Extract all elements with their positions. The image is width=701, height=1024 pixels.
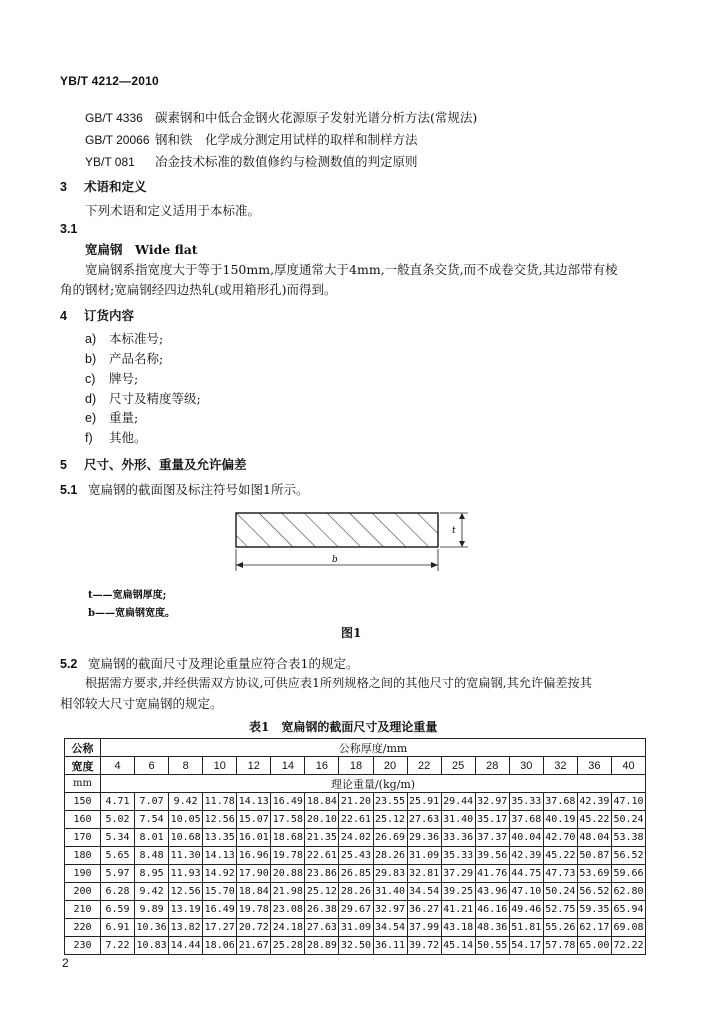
- list-text: 重量;: [109, 410, 139, 425]
- list-text: 尺寸及精度等级;: [109, 391, 201, 406]
- weight-cell: 49.46: [509, 901, 543, 919]
- weight-cell: 47.73: [543, 865, 577, 883]
- weight-cell: 13.82: [169, 919, 203, 937]
- weight-cell: 31.09: [407, 847, 441, 865]
- weight-cell: 22.61: [305, 847, 339, 865]
- thickness-value: 8: [169, 757, 203, 775]
- clause-number: 5.2: [60, 657, 78, 671]
- section-4-heading: [60, 306, 134, 324]
- table-row: [65, 793, 646, 811]
- clause-text: 宽扁钢的截面图及标注符号如图1所示。: [88, 482, 309, 497]
- list-text: 产品名称;: [109, 351, 164, 366]
- thickness-value: 18: [339, 757, 373, 775]
- width-cell: 150: [65, 793, 101, 811]
- weight-cell: 39.25: [441, 883, 475, 901]
- weight-cell: 41.76: [475, 865, 509, 883]
- weight-cell: 69.08: [611, 919, 645, 937]
- width-header-line-2: 宽度: [65, 757, 101, 775]
- list-marker: c): [85, 372, 96, 386]
- clause-5-2-para-line-1: 根据需方要求,并经供需双方协议,可供应表1所列规格之间的其他尺寸的宽扁钢,其允许偏差按其: [85, 676, 592, 690]
- weight-cell: 37.68: [509, 811, 543, 829]
- list-text: 本标准号;: [109, 331, 164, 346]
- weight-cell: 37.99: [407, 919, 441, 937]
- width-cell: 190: [65, 865, 101, 883]
- reference-item: [85, 108, 477, 126]
- weight-cell: 5.97: [101, 865, 135, 883]
- section-number: 4: [60, 309, 67, 323]
- width-cell: 200: [65, 883, 101, 901]
- thickness-value: 40: [611, 757, 645, 775]
- thickness-label-t: t: [452, 526, 456, 536]
- weight-cell: 50.87: [577, 847, 611, 865]
- reference-title: 碳素钢和中低合金钢火花源原子发射光谱分析方法(常规法): [155, 110, 478, 125]
- reference-code: GB/T 4336: [85, 111, 143, 125]
- page-number: 2: [62, 956, 69, 970]
- weight-cell: 41.21: [441, 901, 475, 919]
- weight-cell: 62.17: [577, 919, 611, 937]
- order-list-item: [85, 389, 201, 407]
- weight-cell: 65.00: [577, 937, 611, 955]
- reference-title: 钢和铁 化学成分测定用试样的取样和制样方法: [155, 132, 418, 147]
- weight-cell: 25.91: [407, 793, 441, 811]
- term-definition-line-2: 角的钢材;宽扁钢经四边热轧(或用箱形孔)而得到。: [60, 282, 337, 297]
- weight-cell: 50.24: [611, 811, 645, 829]
- weight-cell: 32.50: [339, 937, 373, 955]
- table-row: [65, 937, 646, 955]
- weight-cell: 7.07: [135, 793, 169, 811]
- weight-cell: 21.35: [305, 829, 339, 847]
- weight-cell: 28.89: [305, 937, 339, 955]
- weight-cell: 14.13: [237, 793, 271, 811]
- width-header-line-1: 公称: [65, 739, 101, 757]
- list-marker: b): [85, 352, 97, 366]
- section-title: 订货内容: [84, 308, 135, 323]
- thickness-value: 4: [101, 757, 135, 775]
- weight-cell: 42.70: [543, 829, 577, 847]
- weight-cell: 29.44: [441, 793, 475, 811]
- legend-thickness: t——宽扁钢厚度;: [88, 590, 167, 601]
- standard-code-header: YB/T 4212—2010: [60, 74, 159, 88]
- term-definition-line-1: 宽扁钢系指宽度大于等于150mm,厚度通常大于4mm,一般直条交货,而不成卷交货,其边部带有棱: [85, 262, 618, 277]
- thickness-value: 32: [543, 757, 577, 775]
- order-list-item: [85, 428, 147, 446]
- weight-cell: 6.28: [101, 883, 135, 901]
- weight-cell: 35.17: [475, 811, 509, 829]
- weight-cell: 36.27: [407, 901, 441, 919]
- weight-cell: 10.83: [135, 937, 169, 955]
- weight-cell: 35.33: [441, 847, 475, 865]
- weight-cell: 31.40: [441, 811, 475, 829]
- weight-cell: 43.96: [475, 883, 509, 901]
- weight-cell: 12.56: [169, 883, 203, 901]
- thickness-value: 16: [305, 757, 339, 775]
- weight-cell: 47.10: [611, 793, 645, 811]
- weight-cell: 21.98: [271, 883, 305, 901]
- weight-cell: 23.86: [305, 865, 339, 883]
- weight-cell: 46.16: [475, 901, 509, 919]
- order-list-item: [85, 408, 138, 426]
- weight-cell: 22.61: [339, 811, 373, 829]
- weight-header: 理论重量/(kg/m): [101, 775, 646, 793]
- reference-code: GB/T 20066: [85, 133, 150, 147]
- reference-title: 冶金技术标准的数值修约与检测数值的判定原则: [155, 154, 418, 169]
- term-wide-flat: 宽扁钢 Wide flat: [85, 242, 198, 257]
- weight-cell: 57.78: [543, 937, 577, 955]
- weight-cell: 37.68: [543, 793, 577, 811]
- clause-5-2-para-line-2: 相邻较大尺寸宽扁钢的规定。: [60, 696, 223, 711]
- weight-cell: 45.14: [441, 937, 475, 955]
- weight-cell: 32.81: [407, 865, 441, 883]
- weight-cell: 23.08: [271, 901, 305, 919]
- thickness-value: 30: [509, 757, 543, 775]
- weight-cell: 17.90: [237, 865, 271, 883]
- weight-cell: 18.06: [203, 937, 237, 955]
- section-number: 5: [60, 458, 67, 472]
- weight-cell: 53.69: [577, 865, 611, 883]
- weight-cell: 59.35: [577, 901, 611, 919]
- weight-cell: 5.02: [101, 811, 135, 829]
- weight-cell: 32.97: [373, 901, 407, 919]
- weight-cell: 8.01: [135, 829, 169, 847]
- weight-cell: 29.67: [339, 901, 373, 919]
- weight-cell: 7.54: [135, 811, 169, 829]
- weight-cell: 52.75: [543, 901, 577, 919]
- weight-cell: 42.39: [509, 847, 543, 865]
- weight-cell: 12.56: [203, 811, 237, 829]
- weight-cell: 36.11: [373, 937, 407, 955]
- table-row: [65, 847, 646, 865]
- weight-cell: 31.09: [339, 919, 373, 937]
- weight-cell: 26.85: [339, 865, 373, 883]
- weight-cell: 5.65: [101, 847, 135, 865]
- weight-cell: 6.59: [101, 901, 135, 919]
- weight-cell: 50.24: [543, 883, 577, 901]
- width-cell: 170: [65, 829, 101, 847]
- list-marker: e): [85, 411, 97, 425]
- weight-cell: 27.63: [407, 811, 441, 829]
- weight-cell: 19.78: [237, 901, 271, 919]
- width-cell: 180: [65, 847, 101, 865]
- weight-cell: 42.39: [577, 793, 611, 811]
- weight-cell: 4.71: [101, 793, 135, 811]
- list-text: 其他。: [109, 430, 147, 445]
- hatched-section: [236, 513, 438, 547]
- weight-cell: 7.22: [101, 937, 135, 955]
- thickness-value: 20: [373, 757, 407, 775]
- weight-cell: 53.38: [611, 829, 645, 847]
- weight-cell: 16.01: [237, 829, 271, 847]
- weight-cell: 19.78: [271, 847, 305, 865]
- weight-cell: 8.48: [135, 847, 169, 865]
- clause-number: 5.1: [60, 483, 78, 497]
- reference-code: YB/T 081: [85, 155, 135, 169]
- width-label-b: b: [332, 555, 338, 565]
- thickness-value: 12: [237, 757, 271, 775]
- weight-cell: 14.13: [203, 847, 237, 865]
- weight-cell: 15.07: [237, 811, 271, 829]
- weight-cell: 65.94: [611, 901, 645, 919]
- weight-cell: 16.49: [271, 793, 305, 811]
- thickness-value: 10: [203, 757, 237, 775]
- table-caption: 表1 宽扁钢的截面尺寸及理论重量: [249, 720, 438, 734]
- table-row: [65, 901, 646, 919]
- weight-cell: 45.22: [577, 811, 611, 829]
- thickness-header: 公称厚度/mm: [101, 739, 646, 757]
- width-cell: 210: [65, 901, 101, 919]
- weight-cell: 48.36: [475, 919, 509, 937]
- weight-cell: 43.18: [441, 919, 475, 937]
- thickness-value: 36: [577, 757, 611, 775]
- weight-cell: 29.83: [373, 865, 407, 883]
- list-marker: a): [85, 332, 97, 346]
- weight-cell: 59.66: [611, 865, 645, 883]
- weight-cell: 26.69: [373, 829, 407, 847]
- weight-cell: 56.52: [577, 883, 611, 901]
- weight-cell: 25.12: [373, 811, 407, 829]
- section-weight-table: [64, 738, 646, 955]
- weight-cell: 40.19: [543, 811, 577, 829]
- section-title: 术语和定义: [84, 179, 147, 194]
- weight-cell: 39.72: [407, 937, 441, 955]
- section-number: 3: [60, 180, 67, 194]
- weight-cell: 20.88: [271, 865, 305, 883]
- legend-width: b——宽扁钢宽度。: [88, 608, 175, 619]
- weight-cell: 25.43: [339, 847, 373, 865]
- weight-cell: 10.05: [169, 811, 203, 829]
- width-unit: mm: [65, 775, 101, 793]
- weight-cell: 9.89: [135, 901, 169, 919]
- thickness-value: 14: [271, 757, 305, 775]
- weight-cell: 28.26: [373, 847, 407, 865]
- weight-cell: 37.37: [475, 829, 509, 847]
- weight-cell: 11.30: [169, 847, 203, 865]
- weight-cell: 54.17: [509, 937, 543, 955]
- clause-text: 宽扁钢的截面尺寸及理论重量应符合表1的规定。: [88, 656, 359, 671]
- weight-cell: 44.75: [509, 865, 543, 883]
- weight-cell: 9.42: [135, 883, 169, 901]
- weight-cell: 20.72: [237, 919, 271, 937]
- weight-cell: 33.36: [441, 829, 475, 847]
- weight-cell: 21.67: [237, 937, 271, 955]
- thickness-value: 6: [135, 757, 169, 775]
- weight-cell: 17.58: [271, 811, 305, 829]
- clause-5-2: [60, 654, 358, 672]
- weight-cell: 6.91: [101, 919, 135, 937]
- weight-cell: 39.56: [475, 847, 509, 865]
- weight-cell: 48.04: [577, 829, 611, 847]
- table-row: [65, 829, 646, 847]
- weight-cell: 56.52: [611, 847, 645, 865]
- weight-cell: 11.93: [169, 865, 203, 883]
- thickness-value: 25: [441, 757, 475, 775]
- weight-cell: 9.42: [169, 793, 203, 811]
- order-list-item: [85, 349, 163, 367]
- weight-cell: 24.18: [271, 919, 305, 937]
- clause-5-1: [60, 480, 308, 498]
- weight-cell: 16.96: [237, 847, 271, 865]
- weight-cell: 47.10: [509, 883, 543, 901]
- thickness-value: 28: [475, 757, 509, 775]
- weight-cell: 50.55: [475, 937, 509, 955]
- table-row: [65, 883, 646, 901]
- weight-cell: 25.12: [305, 883, 339, 901]
- list-text: 牌号;: [109, 371, 139, 386]
- clause-3-1-number: 3.1: [60, 222, 78, 236]
- figure-caption: 图1: [341, 626, 362, 640]
- weight-cell: 10.68: [169, 829, 203, 847]
- weight-cell: 72.22: [611, 937, 645, 955]
- section-title: 尺寸、外形、重量及允许偏差: [84, 457, 247, 472]
- width-cell: 230: [65, 937, 101, 955]
- table-row: [65, 919, 646, 937]
- weight-cell: 25.28: [271, 937, 305, 955]
- weight-cell: 11.78: [203, 793, 237, 811]
- weight-cell: 14.92: [203, 865, 237, 883]
- table-body: [65, 793, 646, 955]
- weight-cell: 18.68: [271, 829, 305, 847]
- weight-cell: 17.27: [203, 919, 237, 937]
- cross-section-figure: [228, 505, 478, 577]
- weight-cell: 45.22: [543, 847, 577, 865]
- section-5-heading: [60, 455, 247, 473]
- thickness-value: 22: [407, 757, 441, 775]
- weight-cell: 31.40: [373, 883, 407, 901]
- section-3-heading: [60, 177, 147, 195]
- weight-cell: 40.04: [509, 829, 543, 847]
- weight-cell: 34.54: [373, 919, 407, 937]
- reference-item: [85, 152, 418, 170]
- weight-cell: 62.80: [611, 883, 645, 901]
- weight-cell: 13.35: [203, 829, 237, 847]
- weight-cell: 14.44: [169, 937, 203, 955]
- table-row: [65, 811, 646, 829]
- weight-cell: 16.49: [203, 901, 237, 919]
- weight-cell: 18.84: [237, 883, 271, 901]
- table-row: [65, 865, 646, 883]
- weight-cell: 24.02: [339, 829, 373, 847]
- width-cell: 220: [65, 919, 101, 937]
- weight-cell: 28.26: [339, 883, 373, 901]
- weight-cell: 27.63: [305, 919, 339, 937]
- weight-cell: 20.10: [305, 811, 339, 829]
- list-marker: d): [85, 392, 97, 406]
- weight-cell: 37.29: [441, 865, 475, 883]
- weight-cell: 10.36: [135, 919, 169, 937]
- weight-cell: 34.54: [407, 883, 441, 901]
- weight-cell: 32.97: [475, 793, 509, 811]
- list-marker: f): [85, 431, 93, 445]
- weight-cell: 29.36: [407, 829, 441, 847]
- order-list-item: [85, 329, 163, 347]
- weight-cell: 55.26: [543, 919, 577, 937]
- weight-cell: 35.33: [509, 793, 543, 811]
- weight-cell: 13.19: [169, 901, 203, 919]
- weight-cell: 18.84: [305, 793, 339, 811]
- weight-cell: 26.38: [305, 901, 339, 919]
- section-3-intro: 下列术语和定义适用于本标准。: [85, 203, 261, 218]
- reference-item: [85, 130, 418, 148]
- weight-cell: 51.81: [509, 919, 543, 937]
- order-list-item: [85, 369, 138, 387]
- weight-cell: 15.70: [203, 883, 237, 901]
- weight-cell: 21.20: [339, 793, 373, 811]
- weight-cell: 23.55: [373, 793, 407, 811]
- width-cell: 160: [65, 811, 101, 829]
- weight-cell: 8.95: [135, 865, 169, 883]
- weight-cell: 5.34: [101, 829, 135, 847]
